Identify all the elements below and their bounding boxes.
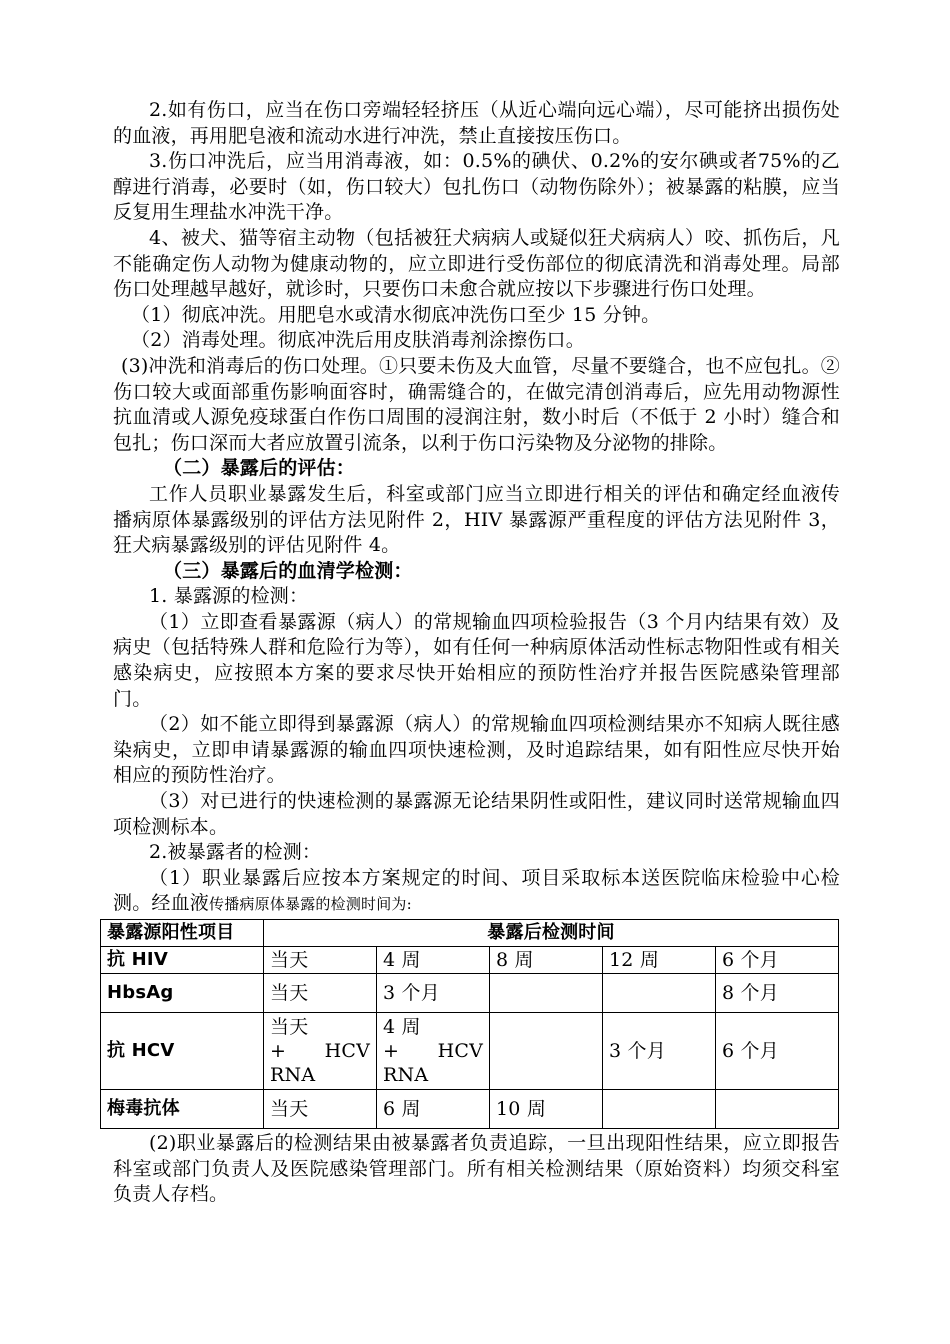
table-cell-plus: + — [270, 1040, 287, 1062]
table-cell: 6 周 — [377, 1090, 490, 1129]
table-cell: 3 个月 — [603, 1013, 716, 1090]
table-header-item: 暴露源阳性项目 — [101, 920, 264, 947]
paragraph-source-testing-3: （3）对已进行的快速检测的暴露源无论结果阴性或阳性，建议同时送常规输血四项检测标本。 — [113, 790, 840, 838]
paragraph-wound-squeeze: 2.如有伤口，应当在伤口旁端轻轻挤压（从近心端向远心端），尽可能挤出损伤处的血液，再用肥皂液和流动水进行冲洗，禁止直接按压伤口。 — [113, 99, 840, 147]
table-cell: 3 个月 — [377, 974, 490, 1013]
table-cell: 12 周 — [603, 947, 716, 974]
table-cell: 当天 — [264, 947, 377, 974]
table-cell: 8 周 — [490, 947, 603, 974]
paragraph-source-testing-1: （1）立即查看暴露源（病人）的常规输血四项检验报告（3 个月内结果有效）及病史（包括特殊人群和危险行为等），如有任何一种病原体活动性标志物阳性或有相关感染病史，应按照本方案的要求尽快开始相应的预防性治疗并报告医院感染管理部门。 — [113, 610, 840, 710]
paragraph-exposed-testing-1-small: 传播病原体暴露的检测时间为: — [209, 895, 412, 914]
table-row — [101, 974, 839, 1013]
table-cell-item: 梅毒抗体 — [101, 1090, 264, 1129]
paragraph-source-testing-2: （2）如不能立即得到暴露源（病人）的常规输血四项检测结果亦不知病人既往感染病史，立即申请暴露源的输血四项快速检测，及时追踪结果，如有阳性应尽快开始相应的预防性治疗。 — [113, 713, 840, 787]
paragraph-result-tracking: (2)职业暴露后的检测结果由被暴露者负责追踪，一旦出现阳性结果，应立即报告科室或部门负责人及医院感染管理部门。所有相关检测结果（原始资料）均须交科室负责人存档。 — [113, 1132, 840, 1206]
table-header-row — [101, 920, 839, 947]
paragraph-exposed-testing-1-text: （1）职业暴露后应按本方案规定的时间、项目采取标本送医院临床检验中心检测。经血液 — [113, 866, 840, 915]
paragraph-step-disinfect: （2）消毒处理。彻底冲洗后用皮肤消毒剂涂擦伤口。 — [131, 329, 585, 352]
table-header-time: 暴露后检测时间 — [264, 920, 839, 947]
table-cell — [490, 974, 603, 1013]
table-cell: 8 个月 — [716, 974, 839, 1013]
paragraph-step-wound-care: (3)冲洗和消毒后的伤口处理。①只要未伤及大血管，尽量不要缝合，也不应包扎。②伤口较大或面部重伤影响面容时，确需缝合的，在做完清创消毒后，应先用动物源性抗血清或人源免疫球蛋白作伤口周围的浸润注射，数小时后（不低于 2 小时）缝合和包扎；伤口深而大者应放置引流条，以利于伤口污染物及分泌物的排除。 — [113, 354, 840, 454]
table-cell — [377, 1013, 490, 1090]
table-cell — [716, 1090, 839, 1129]
table-cell — [264, 1013, 377, 1090]
table-row — [101, 1013, 839, 1090]
paragraph-assessment: 工作人员职业暴露发生后，科室或部门应当立即进行相关的评估和确定经血液传播病原体暴露级别的评估方法见附件 2，HIV 暴露源严重程度的评估方法见附件 3，狂犬病暴露级别的评估见附件 4。 — [113, 482, 840, 557]
paragraph-exposed-testing-1 — [113, 866, 840, 918]
table-cell-line — [270, 1039, 370, 1063]
paragraph-exposed-testing-title: 2.被暴露者的检测： — [149, 841, 322, 864]
table-cell-item: HbsAg — [101, 974, 264, 1013]
table-cell: 当天 — [264, 974, 377, 1013]
table-row — [101, 947, 839, 974]
table-cell — [603, 1090, 716, 1129]
table-cell-item: 抗 HCV — [101, 1013, 264, 1090]
table-cell: 6 个月 — [716, 1013, 839, 1090]
paragraph-step-rinse: （1）彻底冲洗。用肥皂水或清水彻底冲洗伤口至少 15 分钟。 — [131, 303, 661, 326]
table-row — [101, 1090, 839, 1129]
table-cell — [603, 974, 716, 1013]
section-heading-assessment: （二）暴露后的评估： — [163, 457, 356, 480]
table-cell-hcv: HCV — [437, 1040, 483, 1062]
table-cell-line: RNA — [270, 1064, 316, 1086]
table-cell-line: RNA — [383, 1064, 429, 1086]
table-cell — [490, 1013, 603, 1090]
table-cell: 10 周 — [490, 1090, 603, 1129]
paragraph-animal-bite: 4、被犬、猫等宿主动物（包括被狂犬病病人或疑似狂犬病病人）咬、抓伤后，凡不能确定伤人动物为健康动物的，应立即进行受伤部位的彻底清洗和消毒处理。局部伤口处理越早越好，就诊时，只要伤口未愈合就应按以下步骤进行伤口处理。 — [113, 226, 840, 301]
table-cell: 当天 — [264, 1090, 377, 1129]
table-cell-line — [383, 1039, 483, 1063]
section-heading-serology: （三）暴露后的血清学检测： — [163, 559, 413, 582]
testing-schedule-table — [100, 919, 839, 1129]
table-cell: 6 个月 — [716, 947, 839, 974]
table-cell: 4 周 — [377, 947, 490, 974]
table-cell-plus: + — [383, 1040, 400, 1062]
table-cell-hcv: HCV — [324, 1040, 370, 1062]
table-cell-line: 当天 — [270, 1016, 309, 1038]
paragraph-disinfection: 3.伤口冲洗后，应当用消毒液，如：0.5%的碘伏、0.2%的安尔碘或者75%的乙醇进行消毒，必要时（如，伤口较大）包扎伤口（动物伤除外）；被暴露的粘膜，应当反复用生理盐水冲洗干净。 — [113, 150, 840, 224]
table-cell-item: 抗 HIV — [101, 947, 264, 974]
paragraph-source-testing-title: 1. 暴露源的检测： — [149, 585, 309, 608]
table-cell-line: 4 周 — [383, 1016, 421, 1038]
